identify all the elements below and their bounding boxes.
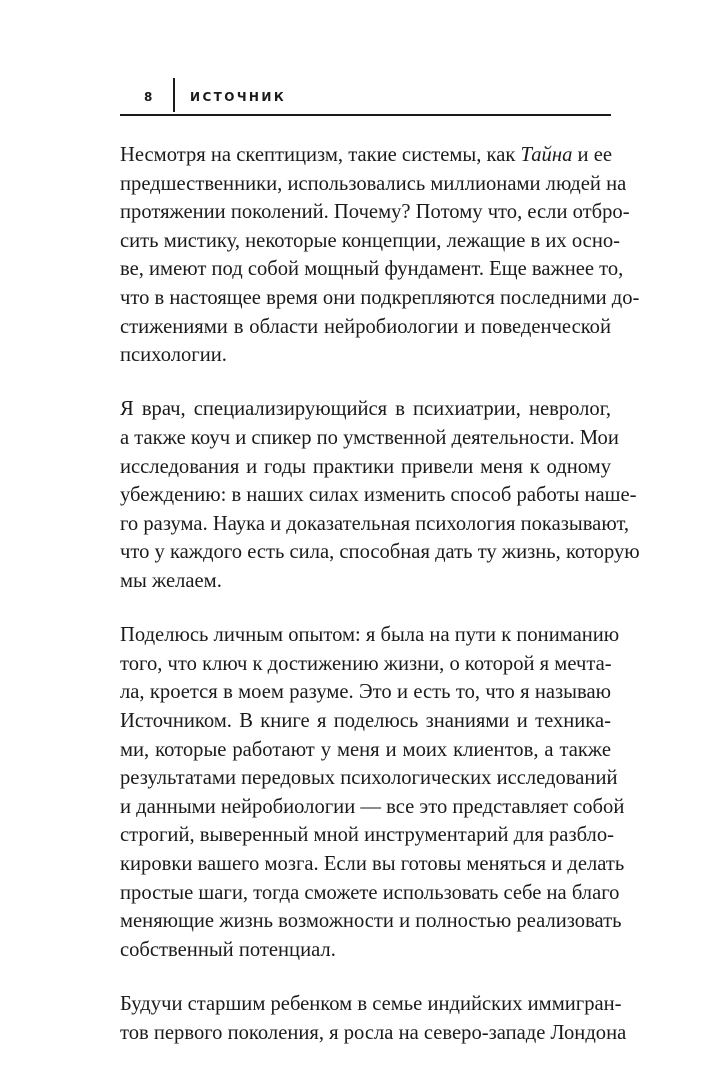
- text-line: собственный потенциал.: [120, 938, 336, 961]
- paragraph-2: [120, 395, 640, 595]
- text-line: сить мистику, некоторые концепции, лежащие в их осно-: [120, 229, 620, 252]
- text-line: а также коуч и спикер по умственной деятельности. Мои: [120, 427, 619, 450]
- paragraph-4: [120, 990, 627, 1047]
- body-text: [120, 141, 640, 1073]
- text-line: что у каждого есть сила, способная дать ту жизнь, которую: [120, 541, 640, 564]
- page-number: 8: [144, 90, 154, 104]
- text-line: Источником. В книге я поделюсь знаниями и техника-: [120, 710, 611, 733]
- text-line: предшественники, использовались миллионами людей на: [120, 172, 627, 195]
- section-title: ИСТОЧНИК: [190, 90, 287, 104]
- text-line: Несмотря на скептицизм, такие системы, как Тайна и ее: [120, 144, 612, 166]
- text-line: Поделюсь личным опытом: я была на пути к пониманию: [120, 624, 620, 647]
- text-line: кировки вашего мозга. Если вы готовы меняться и делать: [120, 853, 625, 876]
- paragraph-3: [120, 621, 625, 964]
- text-line: ми, которые работают у меня и моих клиентов, а также: [120, 738, 611, 761]
- text-line: психологии.: [120, 344, 227, 367]
- paragraph-1: [120, 141, 640, 370]
- text-line: Я врач, специализирующийся в психиатрии, невролог,: [120, 398, 611, 421]
- header-vertical-divider: [173, 78, 175, 112]
- text-line: и данными нейробиологии — все это представляет собой: [120, 795, 625, 818]
- text-line: протяжении поколений. Почему? Потому что, если отбро-: [120, 201, 630, 224]
- book-title-emphasis: Тайна: [520, 144, 573, 166]
- text-line: стижениями в области нейробиологии и поведенческой: [120, 315, 611, 338]
- header-rule: [120, 114, 611, 116]
- text-line: Будучи старшим ребенком в семье индийских иммигран-: [120, 993, 622, 1016]
- text-line: что в настоящее время они подкрепляются последними до-: [120, 286, 640, 309]
- text-line: ла, кроется в моем разуме. Это и есть то, что я называю: [120, 681, 611, 704]
- text-line: результатами передовых психологических исследований: [120, 767, 618, 790]
- text-line: того, что ключ к достижению жизни, о которой я мечта-: [120, 652, 612, 675]
- text-line: строгий, выверенный мной инструментарий для разбло-: [120, 824, 614, 847]
- text-line: убеждению: в наших силах изменить способ работы наше-: [120, 484, 637, 507]
- running-header: [120, 76, 611, 116]
- text-line: исследования и годы практики привели меня к одному: [120, 455, 611, 478]
- text-line: го разума. Наука и доказательная психология показывают,: [120, 512, 630, 535]
- text-line: тов первого поколения, я росла на северо-западе Лондона: [120, 1021, 627, 1044]
- text-line: меняющие жизнь возможности и полностью реализовать: [120, 910, 622, 933]
- text-line: простые шаги, тогда сможете использовать себе на благо: [120, 881, 620, 904]
- text-line: ве, имеют под собой мощный фундамент. Еще важнее то,: [120, 258, 624, 281]
- text-line: мы желаем.: [120, 570, 222, 592]
